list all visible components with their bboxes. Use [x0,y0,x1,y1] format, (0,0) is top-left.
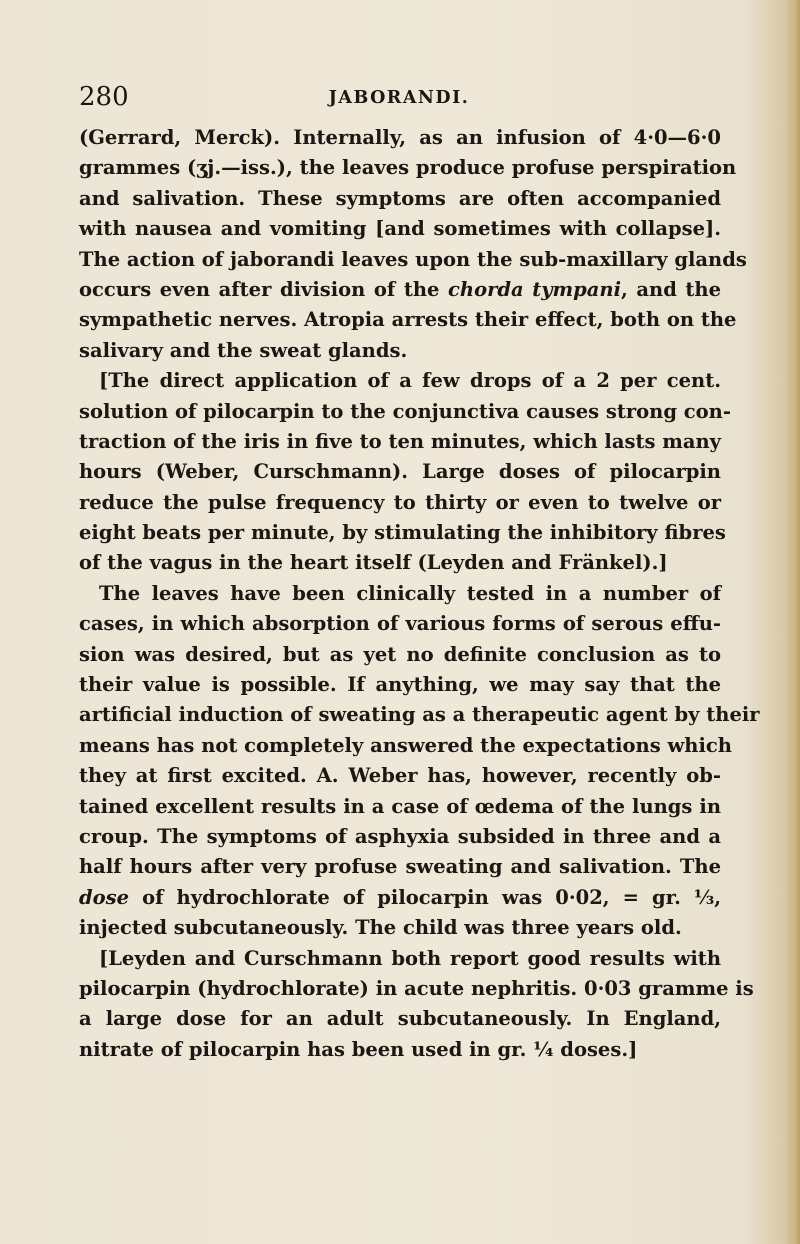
text-line: reduce the pulse frequency to thirty or even to twelve or [79,490,721,514]
text-line: eight beats per minute, by stimulating the inhibitory fibres [79,521,726,545]
paragraph-start: The leaves have been clinically tested in a number of [99,581,721,605]
page-number: 280 [79,82,129,112]
text-line: The action of jaborandi leaves upon the sub-maxillary glands [79,247,747,271]
text-line: and salivation. These symptoms are often accompanied [79,186,721,210]
text-line: artificial induction of sweating as a therapeutic agent by their [79,703,760,727]
italic-term: dose [79,885,130,909]
body-text [79,123,760,1065]
text-line [79,275,721,305]
text-line: (Gerrard, Merck). Internally, as an infusion of 4·0—6·0 [79,126,721,149]
page-edge-shadow [786,0,800,1244]
text-line: half hours after very profuse sweating and salivation. The [79,855,721,879]
text-line: with nausea and vomiting [and sometimes with collapse]. [79,217,721,241]
text-line: solution of pilocarpin to the conjunctiva causes strong con- [79,399,731,423]
text-segment: occurs even after division of the [79,277,440,301]
text-line: traction of the iris in five to ten minutes, which lasts many [79,429,722,453]
text-line: salivary and the sweat glands. [79,338,408,362]
text-line [79,883,721,913]
italic-term: chorda tympani [448,277,622,301]
paragraph-start: [Leyden and Curschmann both report good results with [99,946,721,970]
text-line: hours (Weber, Curschmann). Large doses of pilocarpin [79,460,721,484]
text-line: a large dose for an adult subcutaneously. In England, [79,1007,721,1031]
text-segment: , and the [621,277,722,301]
text-line: they at first excited. A. Weber has, however, recently ob- [79,764,721,788]
text-line: cases, in which absorption of various forms of serous effu- [79,612,721,636]
text-line: tained excellent results in a case of œdema of the lungs in [79,794,721,818]
text-line: sympathetic nerves. Atropia arrests their effect, both on the [79,308,737,332]
text-line: their value is possible. If anything, we may say that the [79,673,721,697]
paragraph-start: [The direct application of a few drops of a 2 per cent. [99,369,721,393]
text-line: pilocarpin (hydrochlorate) in acute nephritis. 0·03 gramme is [79,976,754,1000]
text-line: sion was desired, but as yet no definite conclusion as to [79,642,721,666]
text-segment: of hydrochlorate of pilocarpin was 0·02, = gr. ⅓, [129,885,721,909]
text-line: means has not completely answered the expectations which [79,733,732,757]
running-head: JABORANDI. [328,88,470,108]
text-line: injected subcutaneously. The child was three years old. [79,916,682,940]
text-line: nitrate of pilocarpin has been used in gr. ¼ doses.] [79,1037,638,1061]
page-header [79,80,719,114]
text-line: of the vagus in the heart itself (Leyden and Fränkel).] [79,551,668,575]
text-line: croup. The symptoms of asphyxia subsided in three and a [79,824,721,848]
text-line: grammes (ʒj.—iss.), the leaves produce profuse perspiration [79,156,737,180]
